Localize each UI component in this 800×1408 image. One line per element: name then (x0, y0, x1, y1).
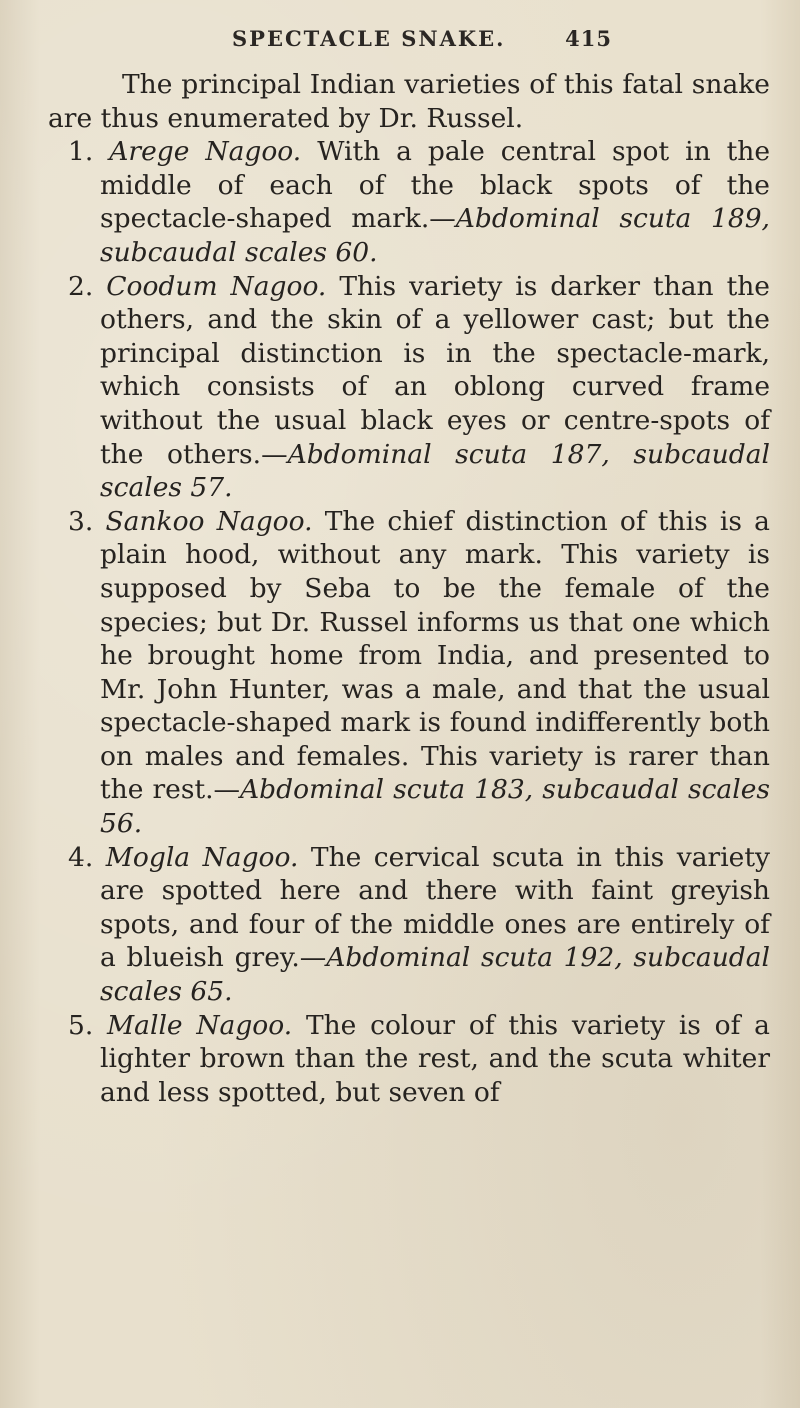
intro-paragraph: The principal Indian varieties of this fatal snake are thus enumerated by Dr. Russel. (48, 69, 770, 134)
variety-description: This variety is darker than the others, and the skin of a yellower cast; but the principal distinction is in the spectacle-mark, which consists of an oblong curved frame without the usual black eyes or centre-spots of the others.— (100, 270, 770, 470)
variety-entry-5 (48, 1009, 770, 1110)
variety-scuta: Abdominal scuta 192, subcaudal scales 65. (100, 942, 770, 1008)
variety-entry-1 (48, 135, 770, 269)
variety-entry-4 (48, 841, 770, 1009)
variety-description: With a pale central spot in the middle of each of the black spots of the spectacle-shaped mark.— (100, 136, 771, 235)
variety-scuta: Abdominal scuta 183, subcaudal scales 56. (100, 774, 770, 840)
variety-description: The colour of this variety is of a lighter brown than the rest, and the scuta whiter and less spotted, but seven of (100, 1009, 770, 1108)
running-head (232, 26, 612, 51)
page-number: 415 (565, 26, 612, 51)
variety-description: The cervical scuta in this variety are spotted here and there with faint greyish spots, and four of the middle ones are entirely of a blueish grey.— (100, 841, 770, 974)
body-text (48, 68, 770, 1109)
variety-description: The chief distinction of this is a plain hood, without any mark. This variety is supposed by Seba to be the female of the species; but Dr. Russel informs us that one which he brought home from India, and presented to Mr. John Hunter, was a male, and that the usual spectacle-shaped mark is found indifferently both on males and females. This variety is rarer than the rest.— (100, 505, 770, 806)
variety-name: Mogla Nagoo. (105, 841, 299, 873)
entry-number: 5. (68, 1009, 94, 1041)
variety-name: Coodum Nagoo. (106, 270, 327, 302)
variety-entry-3 (48, 505, 770, 841)
entry-number: 1. (68, 136, 94, 168)
variety-scuta: Abdominal scuta 189, subcaudal scales 60. (100, 203, 770, 268)
running-head-title: SPECTACLE SNAKE. (232, 26, 506, 51)
variety-name: Sankoo Nagoo. (105, 505, 313, 537)
variety-name: Malle Nagoo. (107, 1009, 293, 1041)
variety-scuta: Abdominal scuta 187, subcaudal scales 57. (100, 438, 770, 504)
entry-number: 2. (68, 270, 94, 302)
variety-entry-2 (48, 270, 770, 505)
entry-number: 3. (68, 505, 94, 537)
variety-name: Arege Nagoo. (109, 136, 302, 168)
entry-number: 4. (68, 841, 94, 873)
